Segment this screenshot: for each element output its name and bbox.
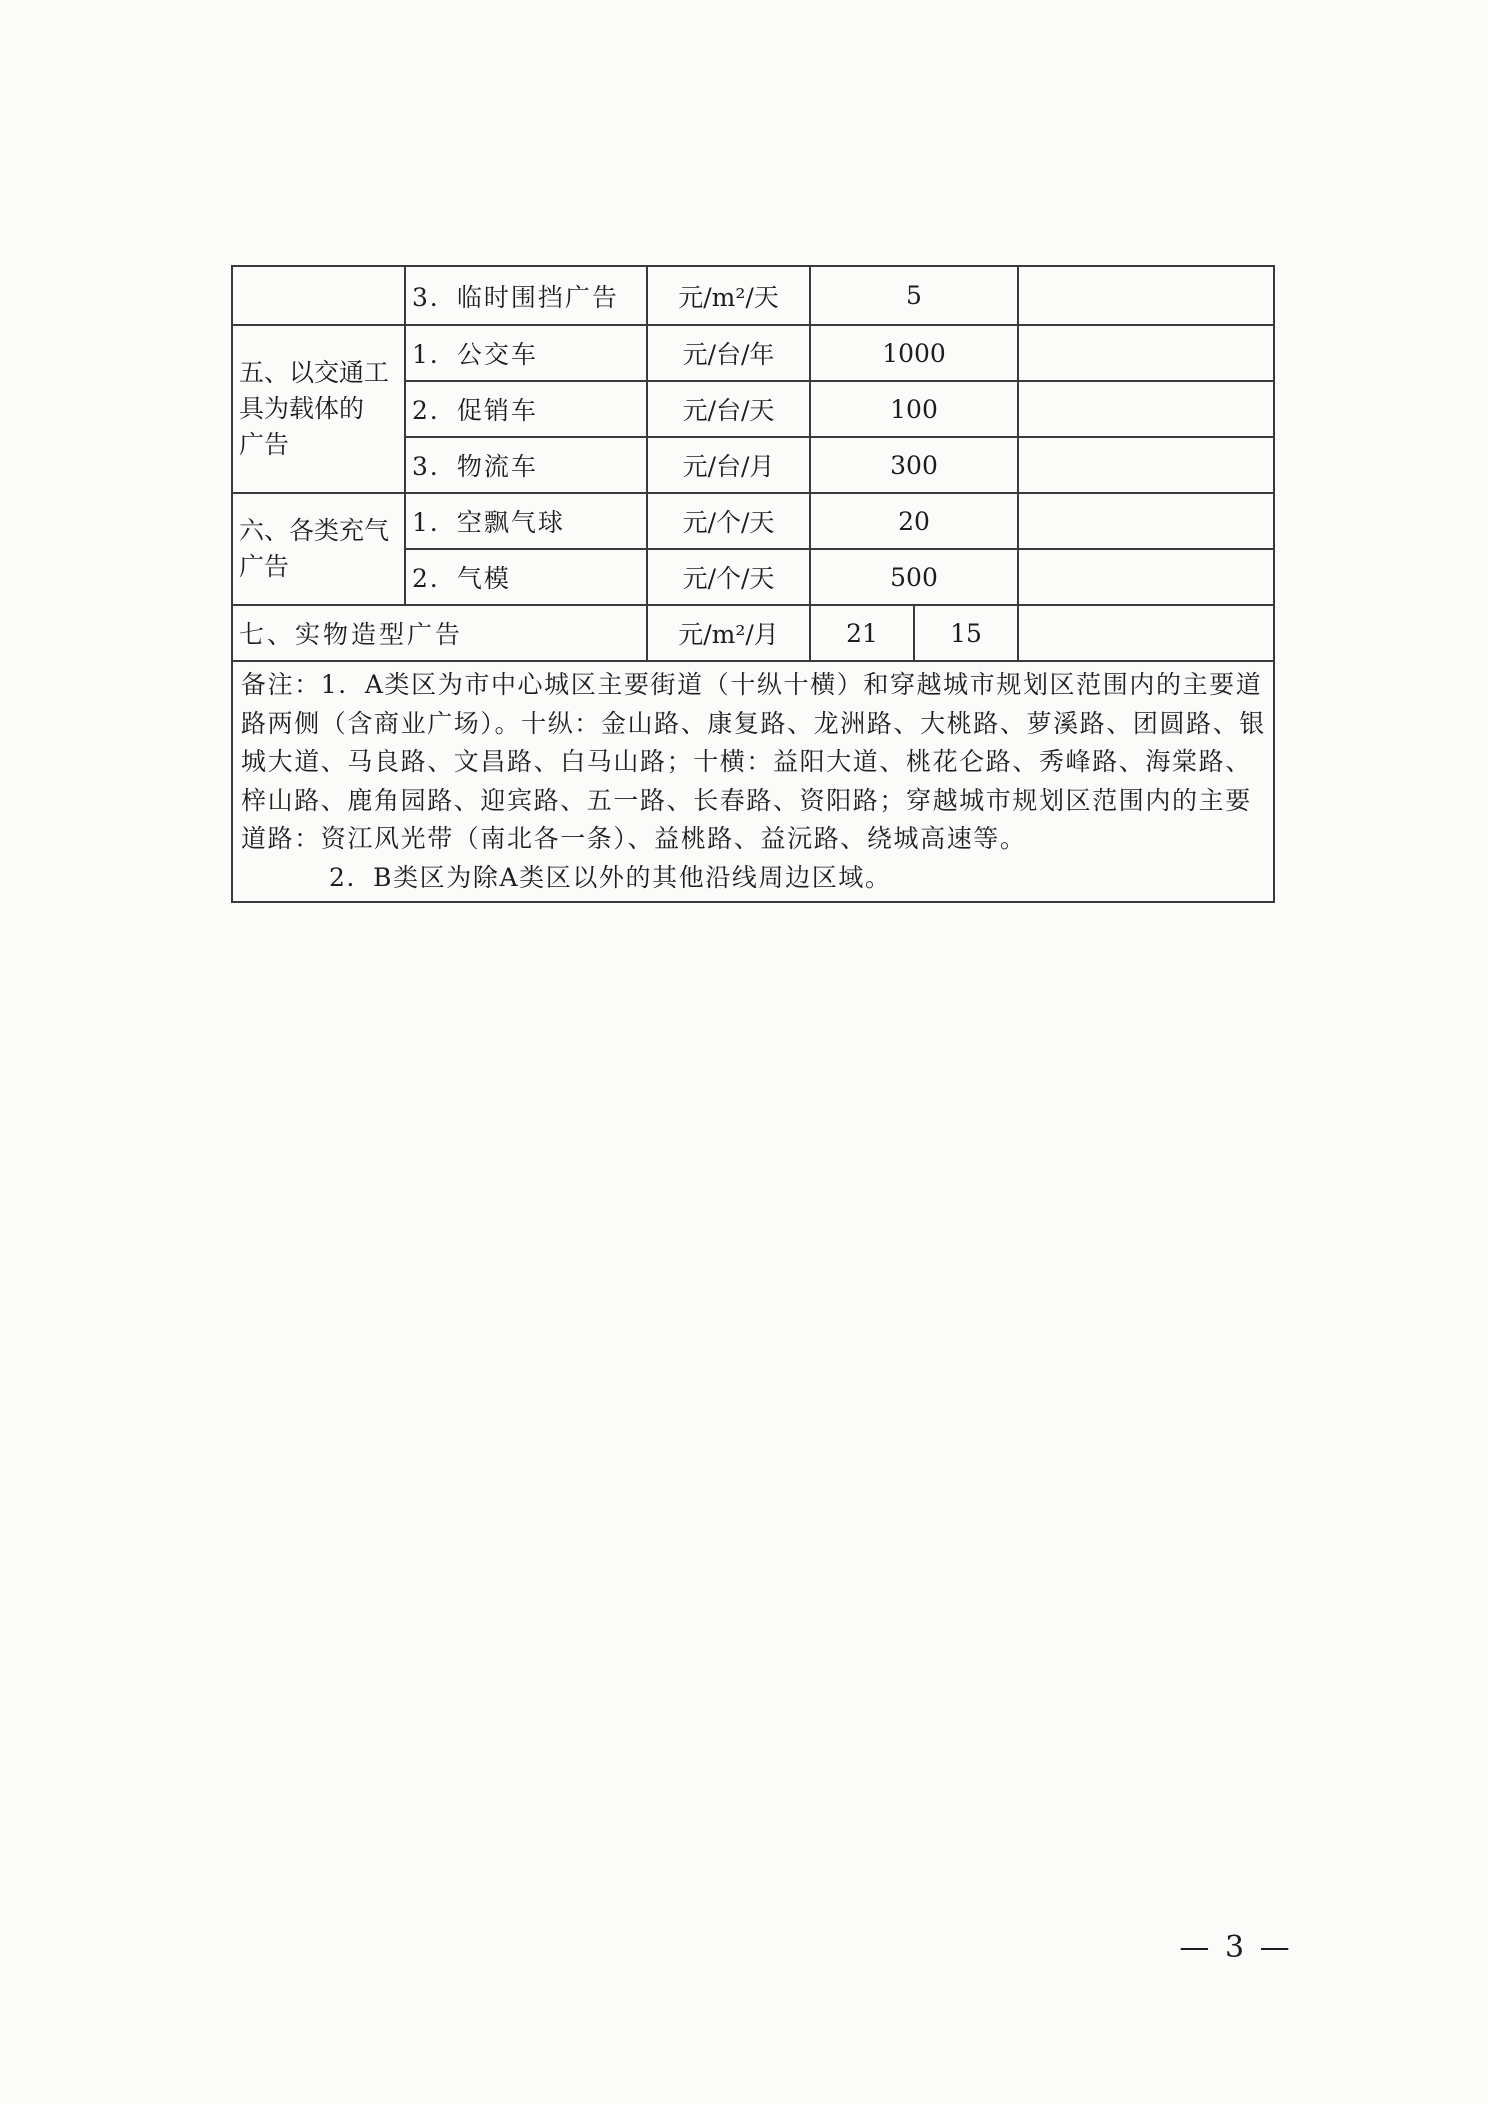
table-row — [232, 661, 1274, 902]
category-line: 广告 — [239, 552, 290, 581]
price-cell: 1000 — [810, 325, 1018, 381]
category-line: 广告 — [239, 430, 290, 459]
item-cell: 1．公交车 — [405, 325, 647, 381]
page-number: — 3 — — [1179, 1930, 1293, 1965]
unit-cell: 元/m²/月 — [647, 605, 810, 661]
remarks-cell — [232, 661, 1274, 902]
price-a-cell: 21 — [810, 605, 914, 661]
price-cell: 5 — [810, 266, 1018, 325]
unit-cell: 元/m²/天 — [647, 266, 810, 325]
price-cell: 20 — [810, 493, 1018, 549]
note-cell — [1018, 381, 1274, 437]
category-cell: 七、实物造型广告 — [232, 605, 647, 661]
item-cell: 3．物流车 — [405, 437, 647, 493]
category-cell — [232, 493, 405, 605]
category-cell — [232, 325, 405, 493]
category-line: 六、各类充气 — [239, 516, 390, 545]
unit-cell: 元/个/天 — [647, 493, 810, 549]
note-cell — [1018, 549, 1274, 605]
note-cell — [1018, 325, 1274, 381]
item-cell: 1．空飘气球 — [405, 493, 647, 549]
fee-table — [231, 265, 1275, 903]
table-row — [232, 605, 1274, 661]
item-cell: 2．气模 — [405, 549, 647, 605]
note-cell — [1018, 437, 1274, 493]
unit-cell: 元/台/天 — [647, 381, 810, 437]
note-cell — [1018, 493, 1274, 549]
remarks-line-1: 备注：1．A类区为市中心城区主要街道（十纵十横）和穿越城市规划区范围内的主要道路两侧（含商业广场）。十纵：金山路、康复路、龙洲路、大桃路、萝溪路、团圆路、银城大道、马良路、文昌路、白马山路；十横：益阳大道、桃花仑路、秀峰路、海棠路、梓山路、鹿角园路、迎宾路、五一路、长春路、资阳路；穿越城市规划区范围内的主要道路：资江风光带（南北各一条）、益桃路、益沅路、绕城高速等。 — [241, 670, 1266, 853]
price-cell: 500 — [810, 549, 1018, 605]
category-line: 具为载体的 — [239, 394, 365, 423]
table-row — [232, 266, 1274, 325]
note-cell — [1018, 266, 1274, 325]
price-cell: 300 — [810, 437, 1018, 493]
category-cell — [232, 266, 405, 325]
item-cell: 3．临时围挡广告 — [405, 266, 647, 325]
table-row — [232, 493, 1274, 549]
category-line: 五、以交通工 — [239, 358, 390, 387]
remarks-line-2: 2．B类区为除A类区以外的其他沿线周边区域。 — [329, 862, 892, 892]
note-cell — [1018, 605, 1274, 661]
table-row — [232, 325, 1274, 381]
price-cell: 100 — [810, 381, 1018, 437]
unit-cell: 元/台/月 — [647, 437, 810, 493]
price-b-cell: 15 — [914, 605, 1018, 661]
unit-cell: 元/台/年 — [647, 325, 810, 381]
item-cell: 2．促销车 — [405, 381, 647, 437]
unit-cell: 元/个/天 — [647, 549, 810, 605]
